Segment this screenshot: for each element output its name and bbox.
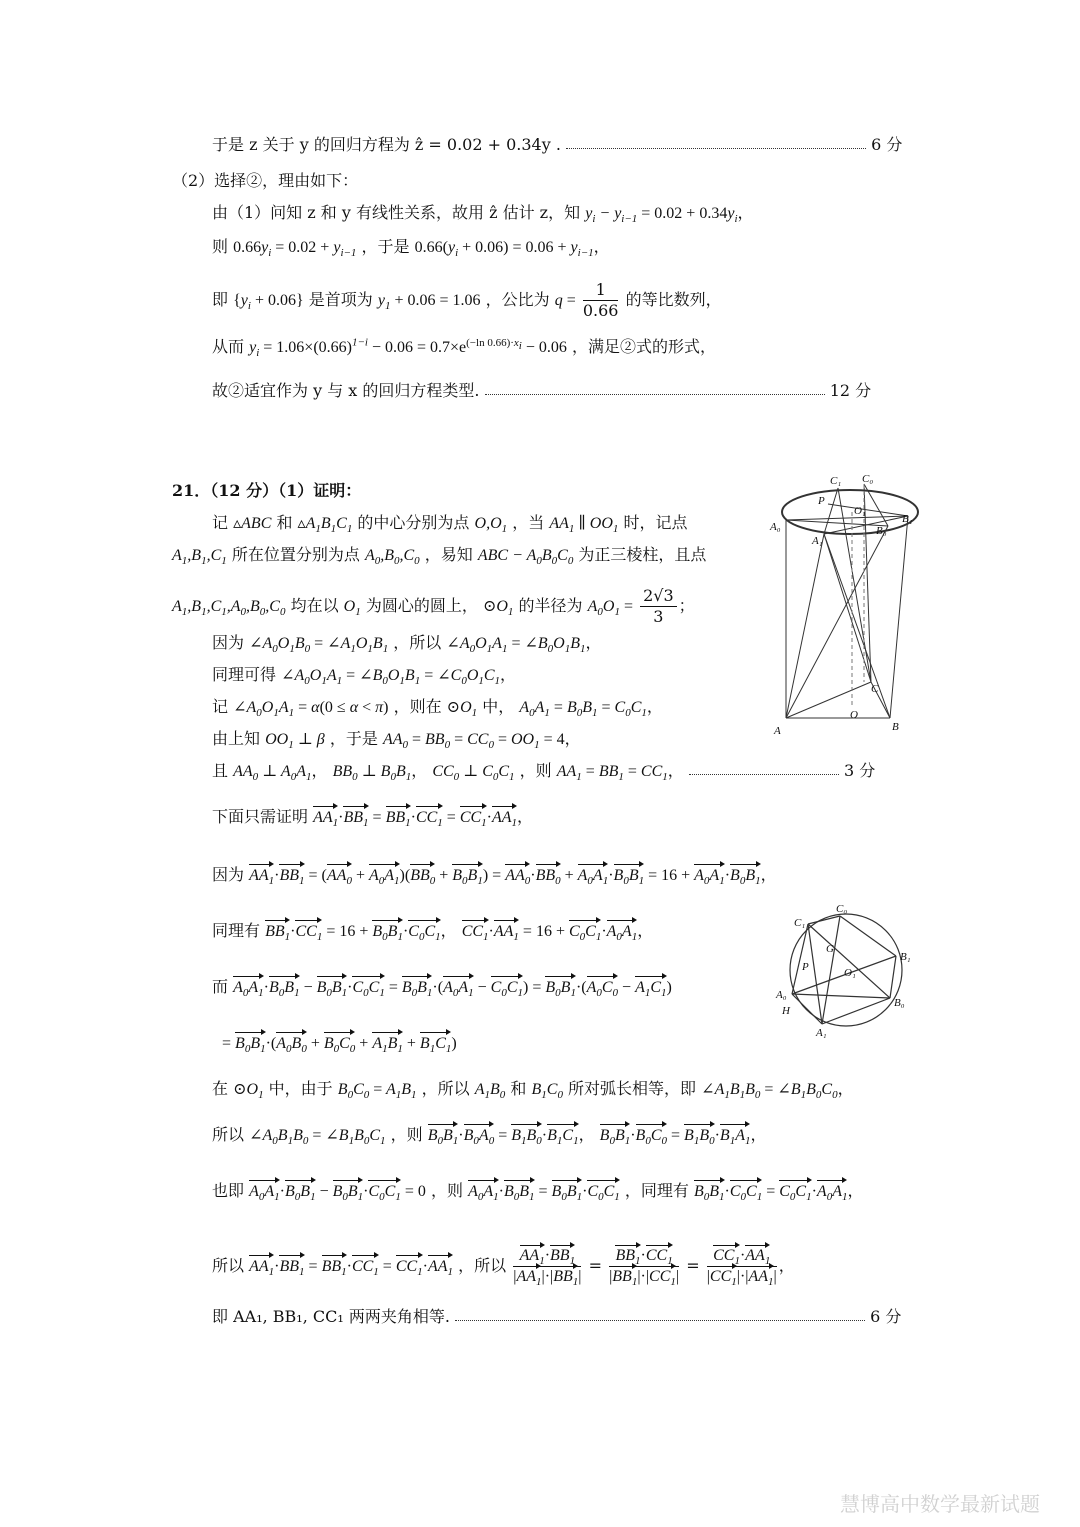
proof-line-13: = $B_0B_1\cdot(A_0B_0 + B_0C_0 + A_1B_1 + B_1C_1)$ — [222, 1035, 457, 1056]
conclusion-line: 故②适宜作为 y 与 x 的回归方程类型. 12 分 — [212, 380, 871, 403]
reason-line-2: 则 $0.66y_i = 0.02 + y_{i-1}$ ，于是 $0.66(y_i + 0.06) = 0.06 + y_{i-1}$， — [212, 237, 610, 260]
proof-line-3: $A_1,B_1,C_1,A_0,B_0,C_0$ 均在以 $O_1$ 为圆心的圆上， $⊙O_1$ 的半径为 $A_0O_1$ = $\frac{2√3}{3}$ ； — [172, 586, 695, 626]
label-P: P — [802, 961, 809, 973]
proof-line-2: $A_1,B_1,C_1$ 所在位置分别为点 $A_0,B_0,C_0$ ，易知 ABC − $A_0B_0C_0$ 为正三棱柱，且点 — [172, 545, 707, 568]
prism-figure — [768, 472, 920, 740]
proof-line-7: 由上知 $OO_1$ ⊥ β ，于是 $AA_0 = BB_0 = CC_0 = OO_1 = 4$， — [212, 729, 581, 752]
proof-line-8: 且 $AA_0$ ⊥ $A_0A_1$， $BB_0$ ⊥ $B_0B_1$， $CC_0$ ⊥ $C_0C_1$ ，则 $AA_1 = BB_1 = CC_1$， 3 分 — [212, 760, 875, 783]
circle-figure — [774, 898, 920, 1038]
final-conclusion-line: 即 AA₁, BB₁, CC₁ 两两夹角相等. 6 分 — [212, 1306, 901, 1329]
label-C1: C₁ — [830, 475, 842, 487]
regression-equation-line: 于是 z 关于 y 的回归方程为 ẑ = 0.02 + 0.34y . 6 分 — [212, 134, 902, 157]
label-G: G — [826, 943, 834, 955]
proof-line-1: 记 ▵ABC 和 $▵A_1B_1C_1$ 的中心分别为点 $O,O_1$ ，当 $AA_1$ ∥ $OO_1$ 时，记点 — [212, 513, 688, 536]
label-B0: B₀ — [894, 997, 905, 1009]
label-B1: B₁ — [902, 513, 913, 525]
watermark: 慧博高中数学最新试题 — [840, 1492, 1040, 1516]
proof-line-14: 在 $⊙O_1$ 中，由于 $B_0C_0 = A_1B_1$ ，所以 $A_1B_0$ 和 $B_1C_0$ 所对弧长相等，即 $\angle A_1B_1B_0$ = $\angle B_1B_0C_0$， — [212, 1079, 854, 1102]
proof-line-4: 因为 $\angle A_0O_1B_0$ = $\angle A_1O_1B_1$ ，所以 $\angle A_0O_1A_1$ = $\angle B_0O_1B_1$， — [212, 633, 602, 656]
part2-heading: （2）选择②，理由如下： — [172, 171, 359, 190]
reason-line-4: 从而 $y_i = 1.06\times(0.66)^{1-i} - 0.06 = 0.7\times e^{(-ln 0.66)\cdot x_i} - 0.06$ ，满足②式的形式， — [212, 336, 716, 360]
proof-line-15: 所以 $\angle A_0B_1B_0$ = $\angle B_1B_0C_1$ ，则 $B_0B_1\cdot B_0A_0 = B_1B_0\cdot B_1C_1$， $B_0B_1\cdot B_0C_0 = B_1B_0\cdot B_1A_1$， — [212, 1125, 767, 1148]
proof-line-11: 同理有 $BB_1\cdot CC_1 = 16 + B_0B_1\cdot C_0C_1$， $CC_1\cdot AA_1 = 16 + C_0C_1\cdot A_0A_1$， — [212, 921, 654, 944]
label-O1: O₁ — [854, 505, 866, 517]
label-P: P — [818, 495, 825, 507]
label-A1: A₁ — [816, 1027, 827, 1038]
proof-line-6: 记 $\angle A_0O_1A_1 = \alpha(0 \le \alpha < \pi)$ ，则在 $⊙O_1$ 中， $A_0A_1 = B_0B_1 = C_0C_1$， — [212, 697, 663, 720]
proof-line-5: 同理可得 $\angle A_0O_1A_1$ = $\angle B_0O_1B_1$ = $\angle C_0O_1C_1$， — [212, 665, 517, 688]
label-C0: C₀ — [836, 903, 848, 915]
proof-line-12: 而 $A_0A_1\cdot B_0B_1 - B_0B_1\cdot C_0C_1 = B_0B_1\cdot(A_0A_1 - C_0C_1) = B_0B_1\cdot(A_0C_0 - A_1C_1)$ — [212, 977, 672, 1000]
problem-21-heading: 21．（12 分）（1）证明： — [172, 481, 362, 500]
label-H: H — [782, 1005, 790, 1017]
label-O: O — [850, 709, 858, 721]
label-A0: A₀ — [770, 521, 781, 533]
label-C1: C₁ — [794, 917, 806, 929]
label-A0: A₀ — [776, 989, 787, 1001]
reason-line-3: 即 $\{y_i + 0.06\}$ 是首项为 $y_1 + 0.06 = 1.06$ ，公比为 q = $\frac{1}{0.66}$ 的等比数列， — [212, 280, 722, 320]
proof-line-17: 所以 $AA_1\cdot BB_1 = BB_1\cdot CC_1 = CC_1\cdot AA_1$ ，所以 $\frac{AA_1\cdot BB_1}{|AA_1|\cdot|BB_1|}$ = $\frac{BB_1\cdot CC_1}{|BB_1|\cdot|CC_1|}$ = $\frac{CC_1\cdot AA_1}{|CC_1|\cdot|AA_1|}$ ， — [212, 1247, 795, 1289]
proof-line-16: 也即 $A_0A_1\cdot B_0B_1 - B_0B_1\cdot C_0C_1 = 0$ ，则 $A_0A_1\cdot B_0B_1 = B_0B_1\cdot C_0C_1$ ，同理有 $B_0B_1\cdot C_0C_1 = C_0C_1\cdot A_0A_1$， — [212, 1181, 864, 1204]
reason-line-1: 由（1）问知 z 和 y 有线性关系，故用 ẑ 估计 z，知 $y_i - y_{i-1} = 0.02 + 0.34y_i$， — [212, 203, 754, 226]
proof-line-10: 因为 $AA_1\cdot BB_1 = (AA_0 + A_0A_1)(BB_0 + B_0B_1) = AA_0\cdot BB_0 + A_0A_1\cdot B_0B_1 = 16 + A_0A_1\cdot B_0B_1$， — [212, 865, 777, 888]
label-B1: B₁ — [900, 951, 911, 963]
label-C: C — [871, 683, 879, 695]
label-O1: O₁ — [844, 967, 856, 979]
label-C0: C₀ — [862, 473, 874, 485]
label-A: A — [774, 725, 781, 737]
label-B: B — [892, 721, 899, 733]
proof-line-9: 下面只需证明 $AA_1\cdot BB_1 = BB_1\cdot CC_1 = CC_1\cdot AA_1$， — [212, 807, 534, 830]
label-B0: B₀ — [876, 525, 887, 537]
label-A1: A₁ — [812, 535, 823, 547]
